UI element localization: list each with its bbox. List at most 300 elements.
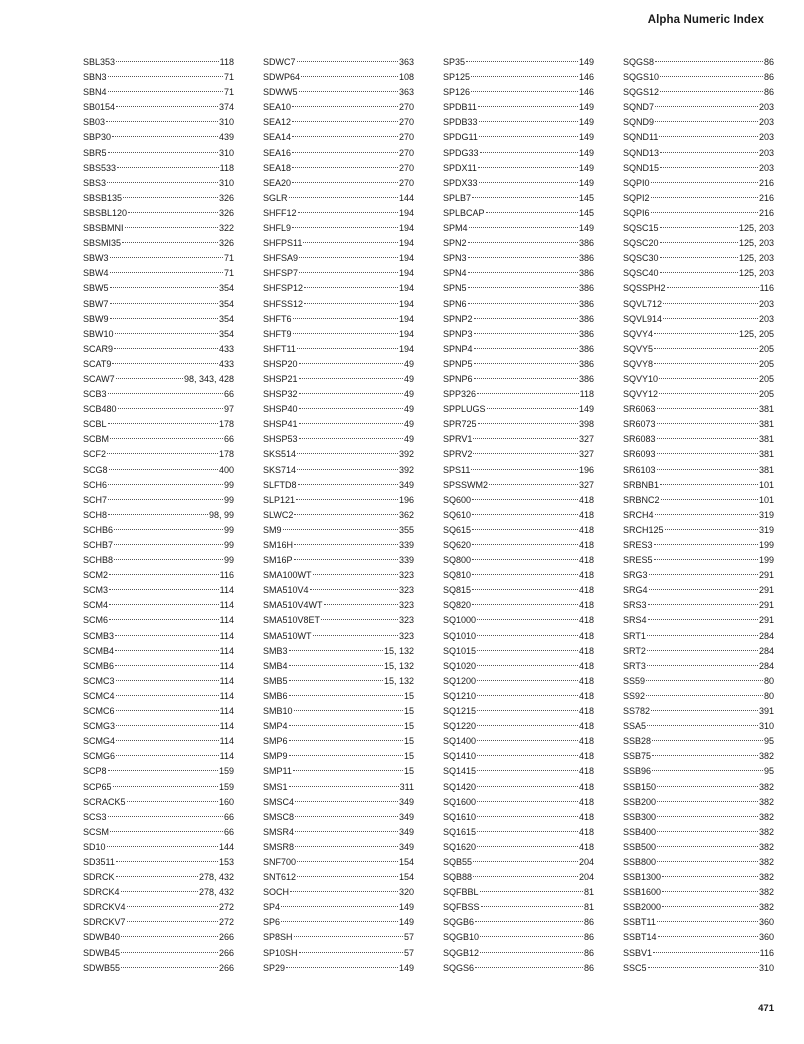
index-entry bbox=[623, 930, 774, 945]
dot-leader bbox=[116, 725, 219, 726]
index-entry-code: SQND15 bbox=[623, 162, 660, 173]
dot-leader bbox=[297, 469, 398, 470]
index-entry bbox=[623, 870, 774, 885]
index-entry bbox=[83, 900, 234, 915]
dot-leader bbox=[648, 619, 758, 620]
index-entry bbox=[83, 251, 234, 266]
index-entry bbox=[83, 885, 234, 900]
index-entry bbox=[443, 176, 594, 191]
index-entry bbox=[263, 840, 414, 855]
index-entry-page: 114 bbox=[219, 690, 234, 701]
index-entry-code: SHFSP7 bbox=[263, 268, 299, 279]
index-entry-code: SLFTD8 bbox=[263, 479, 297, 490]
index-entry-page: 270 bbox=[398, 177, 414, 188]
index-entry-code: SPS11 bbox=[443, 464, 471, 475]
index-entry bbox=[83, 674, 234, 689]
index-entry-page: 386 bbox=[578, 313, 594, 324]
dot-leader bbox=[299, 393, 403, 394]
dot-leader bbox=[662, 891, 758, 892]
index-entry-code: SCM6 bbox=[83, 615, 109, 626]
index-entry bbox=[83, 191, 234, 206]
dot-leader bbox=[660, 152, 758, 153]
index-entry-code: SPLBCAP bbox=[443, 207, 485, 218]
index-entry-page: 418 bbox=[578, 796, 594, 807]
index-entry bbox=[263, 146, 414, 161]
index-entry bbox=[443, 780, 594, 795]
index-entry-code: SQ1015 bbox=[443, 645, 477, 656]
index-entry-code: SBW7 bbox=[83, 298, 109, 309]
index-entry-code: SCH6 bbox=[83, 479, 108, 490]
index-entry-code: SCMC4 bbox=[83, 690, 115, 701]
index-entry bbox=[443, 266, 594, 281]
index-entry bbox=[263, 70, 414, 85]
index-entry-code: SCM4 bbox=[83, 600, 109, 611]
dot-leader bbox=[663, 318, 758, 319]
index-entry bbox=[623, 236, 774, 251]
dot-leader bbox=[649, 574, 758, 575]
dot-leader bbox=[477, 695, 578, 696]
index-entry-code: SSA5 bbox=[623, 721, 647, 732]
index-entry-page: 145 bbox=[578, 192, 594, 203]
index-entry bbox=[263, 372, 414, 387]
index-entry-page: 418 bbox=[578, 555, 594, 566]
index-entry bbox=[263, 55, 414, 70]
index-entry bbox=[623, 704, 774, 719]
index-entry-page: 392 bbox=[398, 464, 414, 475]
index-entry bbox=[623, 613, 774, 628]
index-entry-page: 203 bbox=[758, 102, 774, 113]
dot-leader bbox=[304, 287, 398, 288]
index-entry bbox=[443, 508, 594, 523]
dot-leader bbox=[292, 167, 398, 168]
index-entry bbox=[443, 387, 594, 402]
index-entry bbox=[263, 387, 414, 402]
index-entry-code: SMA510WT bbox=[263, 630, 312, 641]
dot-leader bbox=[477, 831, 578, 832]
index-entry-code: SCH8 bbox=[83, 509, 108, 520]
index-entry bbox=[83, 840, 234, 855]
dot-leader bbox=[667, 287, 759, 288]
dot-leader bbox=[477, 665, 578, 666]
index-entry bbox=[83, 659, 234, 674]
index-entry bbox=[443, 342, 594, 357]
index-entry-page: 398 bbox=[578, 419, 594, 430]
dot-leader bbox=[116, 106, 218, 107]
index-entry-page: 418 bbox=[578, 509, 594, 520]
index-entry-page: 149 bbox=[578, 102, 594, 113]
index-entry bbox=[263, 327, 414, 342]
dot-leader bbox=[297, 61, 398, 62]
index-entry-code: SR6083 bbox=[623, 434, 656, 445]
index-entry-page: 386 bbox=[578, 298, 594, 309]
index-entry-page: 86 bbox=[763, 57, 774, 67]
index-entry bbox=[263, 946, 414, 961]
index-entry-page: 116 bbox=[759, 283, 774, 294]
index-entry-code: SQGB6 bbox=[443, 917, 475, 928]
index-entry bbox=[443, 206, 594, 221]
index-entry-page: 149 bbox=[578, 223, 594, 234]
index-entry bbox=[443, 553, 594, 568]
index-entry-code: SHFT6 bbox=[263, 313, 292, 324]
index-entry-code: SBL353 bbox=[83, 57, 116, 67]
index-entry bbox=[443, 538, 594, 553]
dot-leader bbox=[109, 619, 219, 620]
index-entry-code: SRCH125 bbox=[623, 524, 664, 535]
index-entry-code: SCMB4 bbox=[83, 645, 115, 656]
index-entry-page: 205 bbox=[758, 343, 774, 354]
index-entry bbox=[443, 357, 594, 372]
index-entry-page: 381 bbox=[758, 449, 774, 460]
index-entry-page: 418 bbox=[578, 675, 594, 686]
index-entry-code: SP10SH bbox=[263, 947, 298, 958]
index-entry-code: SEA18 bbox=[263, 162, 292, 173]
index-entry bbox=[443, 598, 594, 613]
index-entry-code: SBW5 bbox=[83, 283, 109, 294]
dot-leader bbox=[657, 408, 758, 409]
index-entry-code: SCG8 bbox=[83, 464, 108, 475]
index-entry-page: 114 bbox=[219, 615, 234, 626]
index-entry-code: SQGS6 bbox=[443, 962, 475, 973]
index-entry bbox=[443, 402, 594, 417]
dot-leader bbox=[299, 363, 403, 364]
index-entry bbox=[443, 885, 594, 900]
index-entry-page: 145 bbox=[578, 207, 594, 218]
index-entry-page: 382 bbox=[758, 751, 774, 762]
dot-leader bbox=[299, 423, 403, 424]
dot-leader bbox=[110, 438, 223, 439]
index-entry-code: SRBNB1 bbox=[623, 479, 660, 490]
index-entry bbox=[83, 327, 234, 342]
index-entry bbox=[83, 523, 234, 538]
index-entry bbox=[83, 613, 234, 628]
index-entry-code: SLP121 bbox=[263, 494, 296, 505]
index-entry-page: 363 bbox=[398, 87, 414, 98]
index-entry-page: 363 bbox=[398, 57, 414, 67]
dot-leader bbox=[118, 408, 223, 409]
index-entry-page: 382 bbox=[758, 826, 774, 837]
dot-leader bbox=[657, 921, 758, 922]
index-entry bbox=[83, 372, 234, 387]
dot-leader bbox=[659, 393, 758, 394]
index-entry-code: SPM4 bbox=[443, 223, 468, 234]
dot-leader bbox=[477, 650, 578, 651]
index-entry-code: SHSP20 bbox=[263, 358, 298, 369]
index-entry bbox=[623, 221, 774, 236]
dot-leader bbox=[112, 136, 218, 137]
index-entry-code: SBW4 bbox=[83, 268, 109, 279]
index-entry-page: 15, 132 bbox=[383, 675, 414, 686]
index-entry-code: SM9 bbox=[263, 524, 282, 535]
dot-leader bbox=[646, 680, 763, 681]
index-entry-page: 203 bbox=[758, 147, 774, 158]
index-entry bbox=[83, 266, 234, 281]
index-entry-page: 114 bbox=[219, 706, 234, 717]
index-entry bbox=[83, 538, 234, 553]
index-entry-page: 362 bbox=[398, 509, 414, 520]
index-entry-page: 49 bbox=[403, 404, 414, 415]
index-entry bbox=[263, 176, 414, 191]
index-entry-page: 149 bbox=[578, 117, 594, 128]
index-entry-page: 86 bbox=[583, 962, 594, 973]
dot-leader bbox=[662, 876, 758, 877]
index-entry-code: SKS514 bbox=[263, 449, 297, 460]
dot-leader bbox=[108, 514, 208, 515]
index-entry-page: 99 bbox=[223, 524, 234, 535]
dot-leader bbox=[655, 514, 758, 515]
index-entry-page: 349 bbox=[398, 479, 414, 490]
index-entry-page: 86 bbox=[763, 72, 774, 83]
index-entry bbox=[623, 463, 774, 478]
index-entry-page: 266 bbox=[218, 947, 234, 958]
index-entry-code: SQGB10 bbox=[443, 932, 480, 943]
index-entry-page: 205 bbox=[758, 389, 774, 400]
index-entry-code: SCMG6 bbox=[83, 751, 116, 762]
index-entry bbox=[83, 644, 234, 659]
index-entry bbox=[263, 523, 414, 538]
index-entry-page: 86 bbox=[583, 917, 594, 928]
index-entry-code: SR6073 bbox=[623, 419, 656, 430]
index-entry-code: SCMC6 bbox=[83, 706, 115, 717]
index-entry-code: SCHB7 bbox=[83, 540, 114, 550]
index-entry bbox=[263, 674, 414, 689]
index-entry bbox=[443, 870, 594, 885]
index-entry bbox=[83, 795, 234, 810]
dot-leader bbox=[466, 61, 578, 62]
dot-leader bbox=[108, 76, 223, 77]
index-entry-code: SMP11 bbox=[263, 766, 292, 777]
index-columns bbox=[83, 55, 774, 976]
dot-leader bbox=[657, 831, 758, 832]
index-entry bbox=[83, 915, 234, 930]
index-entry-code: SB03 bbox=[83, 117, 106, 128]
index-entry bbox=[263, 568, 414, 583]
index-entry-page: 71 bbox=[223, 253, 234, 264]
dot-leader bbox=[107, 846, 218, 847]
index-entry bbox=[83, 764, 234, 779]
index-entry-code: SLWC2 bbox=[263, 509, 294, 520]
index-entry bbox=[443, 100, 594, 115]
index-entry bbox=[263, 900, 414, 915]
dot-leader bbox=[281, 921, 398, 922]
index-entry bbox=[623, 583, 774, 598]
index-entry-page: 382 bbox=[758, 811, 774, 822]
index-entry bbox=[623, 508, 774, 523]
index-entry-code: SMB10 bbox=[263, 706, 293, 717]
index-entry-page: 178 bbox=[218, 419, 234, 430]
index-entry bbox=[263, 447, 414, 462]
index-entry-page: 400 bbox=[218, 464, 234, 475]
dot-leader bbox=[657, 423, 758, 424]
dot-leader bbox=[652, 740, 763, 741]
index-entry bbox=[263, 719, 414, 734]
index-entry-code: SPNP2 bbox=[443, 313, 473, 324]
index-entry-page: 418 bbox=[578, 600, 594, 611]
index-entry-page: 71 bbox=[223, 87, 234, 98]
index-entry-code: SDWW5 bbox=[263, 87, 298, 98]
index-entry-page: 118 bbox=[219, 162, 234, 173]
index-entry bbox=[443, 478, 594, 493]
dot-leader bbox=[652, 770, 763, 771]
dot-leader bbox=[646, 695, 763, 696]
index-entry-page: 49 bbox=[403, 419, 414, 430]
index-entry bbox=[623, 493, 774, 508]
index-entry-code: SQ1410 bbox=[443, 751, 477, 762]
index-entry bbox=[443, 236, 594, 251]
dot-leader bbox=[299, 438, 403, 439]
index-entry bbox=[623, 840, 774, 855]
index-entry-code: SMSC4 bbox=[263, 796, 295, 807]
dot-leader bbox=[472, 529, 578, 530]
index-entry-code: SDWC7 bbox=[263, 57, 296, 67]
dot-leader bbox=[647, 635, 758, 636]
index-entry-code: SRT3 bbox=[623, 660, 646, 671]
dot-leader bbox=[299, 91, 398, 92]
dot-leader bbox=[647, 650, 758, 651]
index-entry bbox=[263, 689, 414, 704]
index-entry bbox=[263, 885, 414, 900]
index-entry-page: 196 bbox=[578, 464, 594, 475]
index-entry bbox=[443, 432, 594, 447]
index-entry-code: SPDB11 bbox=[443, 102, 477, 113]
dot-leader bbox=[295, 801, 398, 802]
index-entry-code: SBSMI35 bbox=[83, 238, 122, 249]
index-entry bbox=[443, 719, 594, 734]
index-entry-page: 114 bbox=[219, 751, 234, 762]
index-entry-code: SPNP5 bbox=[443, 358, 473, 369]
index-entry-page: 101 bbox=[758, 494, 774, 505]
index-entry-page: 216 bbox=[758, 192, 774, 203]
index-entry-code: SR6093 bbox=[623, 449, 656, 460]
index-entry-code: SPDG11 bbox=[443, 132, 478, 143]
index-entry-code: SQ1415 bbox=[443, 766, 477, 777]
index-entry bbox=[263, 810, 414, 825]
index-entry bbox=[83, 719, 234, 734]
dot-leader bbox=[298, 484, 398, 485]
index-entry-page: 98, 343, 428 bbox=[183, 373, 234, 384]
index-entry bbox=[443, 734, 594, 749]
index-entry bbox=[443, 629, 594, 644]
index-entry-page: 360 bbox=[758, 917, 774, 928]
dot-leader bbox=[654, 363, 758, 364]
index-entry-code: SQSC30 bbox=[623, 253, 659, 264]
index-entry bbox=[623, 900, 774, 915]
index-entry-code: SQVY12 bbox=[623, 389, 659, 400]
dot-leader bbox=[477, 740, 578, 741]
index-entry-code: SQVY8 bbox=[623, 358, 654, 369]
index-entry-code: SQ1610 bbox=[443, 811, 477, 822]
index-entry-code: SB0154 bbox=[83, 102, 116, 113]
index-entry-code: SMP6 bbox=[263, 736, 288, 747]
dot-leader bbox=[660, 91, 763, 92]
index-entry-page: 144 bbox=[218, 841, 234, 852]
index-entry-code: SPNP6 bbox=[443, 373, 473, 384]
index-entry bbox=[83, 810, 234, 825]
index-entry-page: 310 bbox=[218, 117, 234, 128]
index-entry bbox=[623, 795, 774, 810]
index-entry bbox=[623, 130, 774, 145]
index-entry-code: SCMG3 bbox=[83, 721, 116, 732]
index-entry-code: SHSP40 bbox=[263, 404, 298, 415]
dot-leader bbox=[109, 589, 219, 590]
index-entry-code: SHFSA9 bbox=[263, 253, 299, 264]
index-entry-page: 101 bbox=[758, 479, 774, 490]
index-entry-code: SM16P bbox=[263, 555, 293, 566]
dot-leader bbox=[290, 891, 398, 892]
index-entry-page: 95 bbox=[763, 736, 774, 747]
index-entry bbox=[623, 810, 774, 825]
index-entry-code: SMP4 bbox=[263, 721, 288, 732]
index-column bbox=[623, 55, 774, 976]
index-entry-page: 386 bbox=[578, 268, 594, 279]
index-entry bbox=[263, 115, 414, 130]
dot-leader bbox=[472, 604, 578, 605]
index-entry bbox=[83, 870, 234, 885]
dot-leader bbox=[108, 484, 223, 485]
dot-leader bbox=[480, 891, 583, 892]
index-entry bbox=[263, 915, 414, 930]
dot-leader bbox=[659, 136, 758, 137]
index-entry bbox=[83, 432, 234, 447]
index-entry-code: SHSP41 bbox=[263, 419, 298, 430]
index-entry-page: 15, 132 bbox=[383, 645, 414, 656]
index-entry-page: 203 bbox=[758, 313, 774, 324]
index-entry-code: SRS4 bbox=[623, 615, 647, 626]
dot-leader bbox=[292, 136, 398, 137]
index-entry bbox=[443, 840, 594, 855]
index-entry bbox=[263, 629, 414, 644]
index-entry-page: 326 bbox=[218, 207, 234, 218]
index-entry bbox=[83, 115, 234, 130]
index-entry bbox=[443, 946, 594, 961]
dot-leader bbox=[116, 740, 219, 741]
index-entry bbox=[263, 734, 414, 749]
index-entry bbox=[623, 538, 774, 553]
index-entry bbox=[623, 764, 774, 779]
index-entry bbox=[623, 553, 774, 568]
index-entry-page: 15 bbox=[403, 766, 414, 777]
index-entry-page: 144 bbox=[398, 192, 414, 203]
index-entry-code: SP4 bbox=[263, 902, 281, 913]
index-entry bbox=[83, 206, 234, 221]
index-entry bbox=[83, 176, 234, 191]
index-entry-page: 81 bbox=[583, 887, 594, 898]
dot-leader bbox=[289, 665, 383, 666]
index-entry-code: SQGS10 bbox=[623, 72, 660, 83]
dot-leader bbox=[477, 635, 578, 636]
index-entry-page: 114 bbox=[219, 585, 234, 596]
dot-leader bbox=[477, 755, 578, 756]
index-entry-page: 418 bbox=[578, 721, 594, 732]
dot-leader bbox=[297, 876, 398, 877]
index-entry-page: 310 bbox=[758, 721, 774, 732]
index-entry-page: 114 bbox=[219, 660, 234, 671]
index-entry bbox=[83, 70, 234, 85]
dot-leader bbox=[651, 212, 758, 213]
dot-leader bbox=[468, 257, 578, 258]
dot-leader bbox=[114, 529, 223, 530]
index-entry-page: 278, 432 bbox=[198, 872, 234, 883]
index-entry-page: 86 bbox=[763, 87, 774, 98]
index-entry-page: 270 bbox=[398, 147, 414, 158]
dot-leader bbox=[654, 333, 738, 334]
index-entry-code: SS782 bbox=[623, 706, 651, 717]
index-entry bbox=[443, 372, 594, 387]
index-entry bbox=[443, 191, 594, 206]
dot-leader bbox=[299, 378, 403, 379]
dot-leader bbox=[297, 453, 398, 454]
index-entry-page: 125, 203 bbox=[738, 253, 774, 264]
index-entry bbox=[443, 115, 594, 130]
